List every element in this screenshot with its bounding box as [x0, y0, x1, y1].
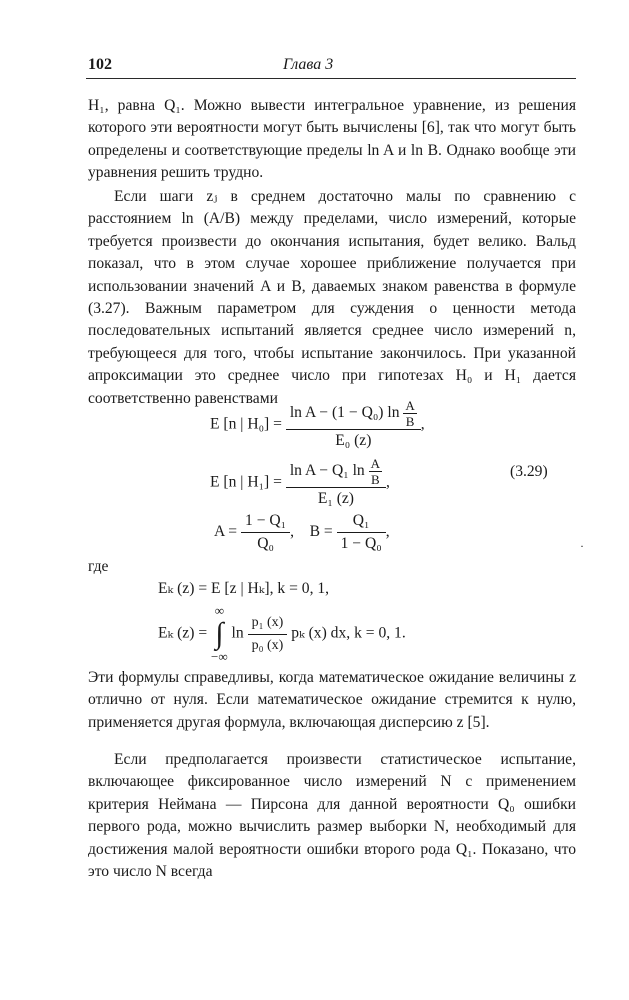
running-head-chapter: Глава 3	[283, 56, 334, 73]
eq3-b-lhs: B =	[309, 523, 333, 541]
equation-ek-integral	[158, 604, 406, 664]
equation-expected-n-h1: E [n | H₁] = ln A − Q₁ ln $\frac{A}{B}$ E₁ (z) ,	[210, 456, 390, 510]
eq2-lhs: E [n | H₁] =	[210, 473, 282, 491]
stray-mark: ·	[580, 539, 584, 553]
eq1-denominator: E₀ (z)	[335, 432, 372, 449]
equation-a-b-definitions: A = $\frac{\text{1 − Q₁}}{\text{Q₀}}$ , B = $\frac{\text{Q₁}}{\text{1 − Q₀}}$ ,	[214, 510, 390, 555]
eq2-numerator: ln A − Q₁ ln	[289, 462, 365, 480]
paragraph-2-block	[88, 186, 576, 410]
eq1-a-over-b-den: B	[405, 414, 415, 429]
eq3-b-denominator: 1 − Q₀	[340, 535, 382, 552]
eq1-a-over-b-num: A	[405, 398, 415, 413]
eq3-a-fraction	[241, 510, 290, 555]
paragraph-1-block	[88, 95, 576, 185]
eq1-lhs: E [n | H₀] =	[210, 415, 282, 433]
header-rule	[86, 78, 576, 79]
eq5-likelihood-ratio	[248, 612, 288, 657]
eq5-numerator: p₁ (x)	[248, 612, 288, 635]
eq5-rest: pₖ (x) dx, k = 0, 1.	[291, 624, 406, 642]
eq4-text: Eₖ (z) = E [z | Hₖ], k = 0, 1,	[158, 580, 330, 597]
eq3-a-denominator: Q₀	[257, 535, 274, 552]
eq2-denominator: E₁ (z)	[317, 490, 354, 507]
paragraph-3-block	[88, 667, 576, 734]
eq5-lhs: Eₖ (z) =	[158, 624, 208, 642]
equation-ek-conditional	[158, 579, 329, 598]
eq2-fraction	[286, 456, 386, 510]
integral-upper-limit: ∞	[214, 603, 224, 618]
paragraph-4: Если предполагается произвести статистическое испытание, включающее фиксированное число измерений N с применением критерия Неймана — Пирсона для данной вероятности Q₀ ошибки первого рода, можно вычислить размер выборки N, необходимый для достижения малой вероятности ошибки второго рода Q₁. Показано, что это число N всегда	[88, 751, 576, 881]
eq1-fraction	[286, 398, 421, 452]
eq2-a-over-b-den: B	[370, 472, 380, 487]
eq5-ln: ln	[231, 624, 244, 642]
eq3-b-numerator: Q₁	[337, 510, 386, 533]
equation-expected-n-h0: E [n | H₀] = ln A − (1 − Q₀) ln $\frac{A}{B}$ E₀ (z) ,	[210, 398, 425, 452]
paragraph-4-block	[88, 749, 576, 883]
paragraph-1: H₁, равна Q₁. Можно вывести интегральное уравнение, из решения которого эти вероятности могут быть вычислены [6], так что могут быть определены и соответствующие пределы ln A и ln B. Однако вообще эти уравнения решить трудно.	[88, 97, 576, 182]
integral-sign: ∞ ∫ −∞	[211, 603, 228, 664]
eq1-numerator: ln A − (1 − Q₀) ln	[289, 404, 400, 422]
equation-number: (3.29)	[510, 463, 548, 480]
paragraph-2: Если шаги zⱼ в среднем достаточно малы по сравнению с расстоянием ln (A/B) между пределами, число измерений, которые требуется произвести до окончания испытания, будет велико. Вальд показал, что в этом случае хорошее приближение получается при использовании значений A и B, даваемых знаком равенства в формуле (3.27). Важным параметром для суждения о ценности метода последовательных испытаний является среднее число измерений n, требующееся для того, чтобы испытание закончилось. При указанной апроксимации это среднее число при гипотезах H₀ и H₁ дается соответственно равенствами	[88, 188, 576, 407]
eq3-a-numerator: 1 − Q₁	[241, 510, 290, 533]
eq2-a-over-b-num: A	[370, 456, 381, 471]
where-label: где	[88, 558, 109, 575]
paragraph-3: Эти формулы справедливы, когда математическое ожидание величины z отлично от нуля. Если математическое ожидание стремится к нулю, применяется другая формула, включающая дисперсию z [5].	[88, 669, 576, 731]
integral-lower-limit: −∞	[211, 649, 228, 664]
eq3-a-lhs: A =	[214, 523, 238, 541]
eq5-denominator: p₀ (x)	[251, 637, 284, 653]
page-number: 102	[88, 56, 112, 73]
eq3-b-fraction	[337, 510, 386, 555]
